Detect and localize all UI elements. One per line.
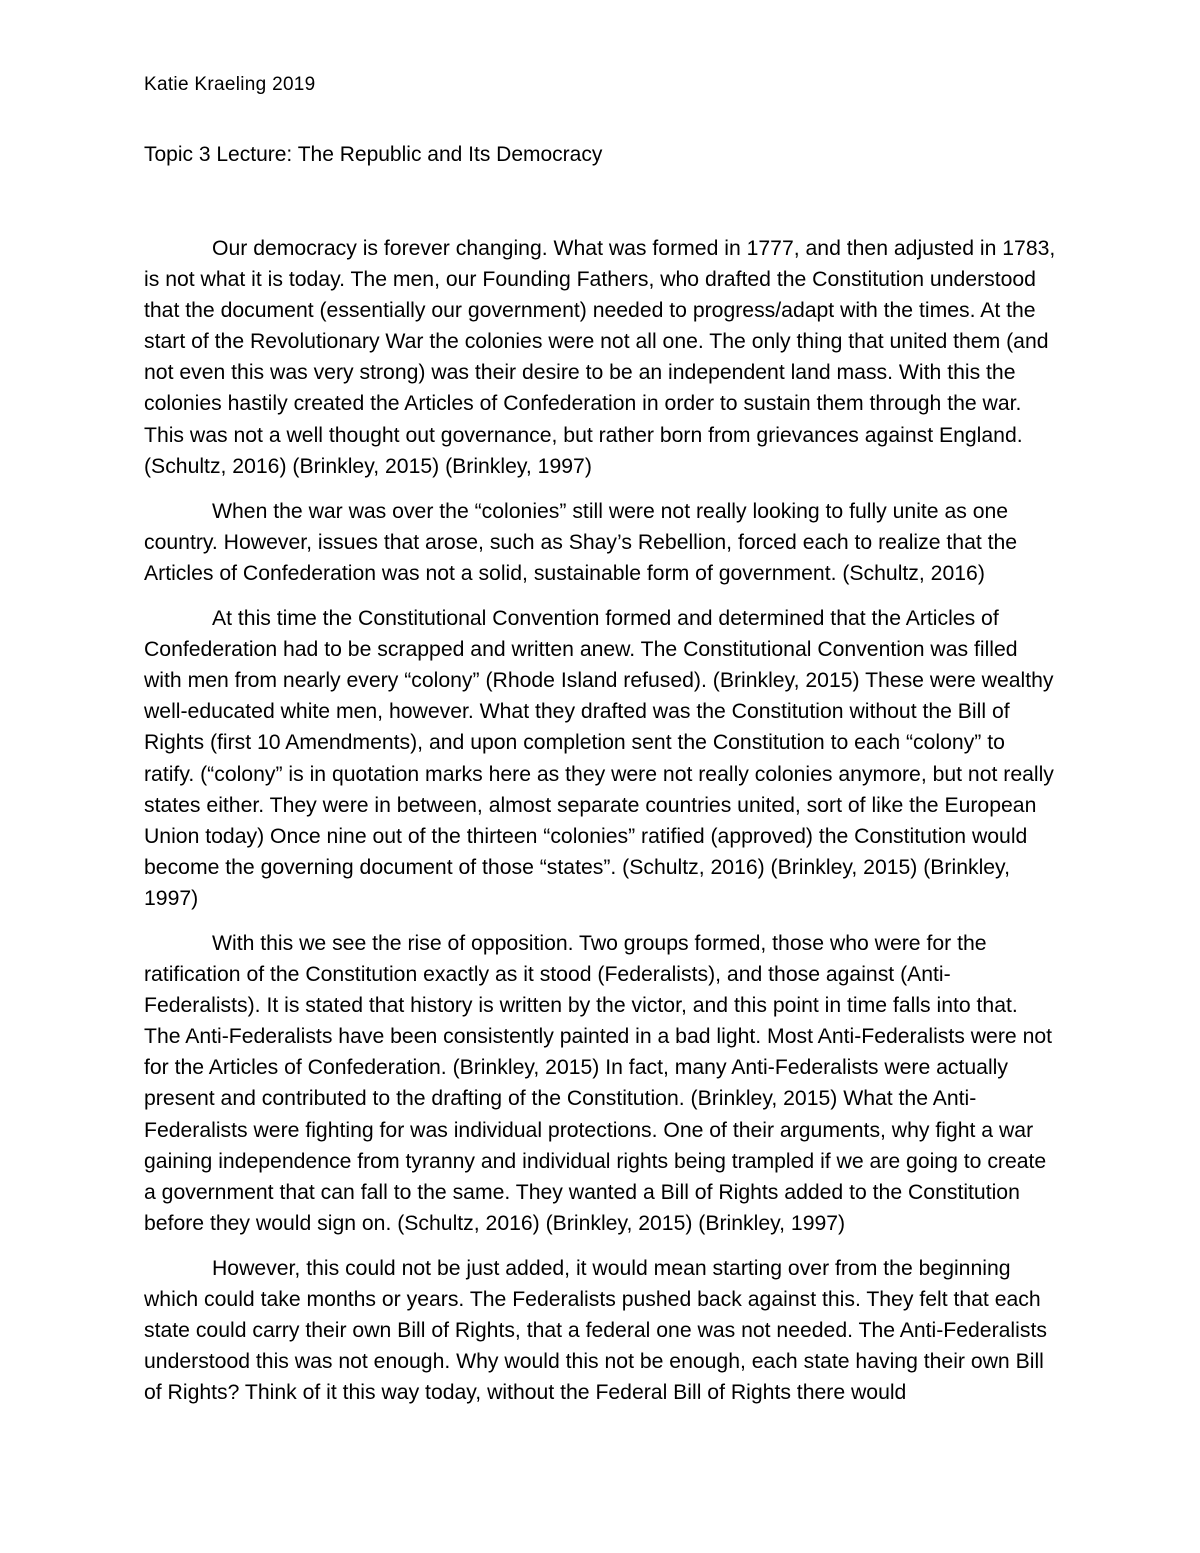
paragraph-1: Our democracy is forever changing. What was formed in 1777, and then adjusted in 1783, is not what it is today. The men, our Founding Fathers, who drafted the Constitution understood that the document (essentially our government) needed to progress/adapt with the times. At the start of the Revolutionary War the colonies were not all one. The only thing that united them (and not even this was very strong) was their desire to be an independent land mass. With this the colonies hastily created the Articles of Confederation in order to sustain them through the war. This was not a well thought out governance, but rather born from grievances against England. (Schultz, 2016) (Brinkley, 2015) (Brinkley, 1997) [144,237,1056,478]
paragraph-3: At this time the Constitutional Convention formed and determined that the Articles of Confederation had to be scrapped and written anew. The Constitutional Convention was filled with men from nearly every “colony” (Rhode Island refused). (Brinkley, 2015) These were wealthy well-educated white men, however. What they drafted was the Constitution without the Bill of Rights (first 10 Amendments), and upon completion sent the Constitution to each “colony” to ratify. (“colony” is in quotation marks here as they were not really colonies anymore, but not really states either. They were in between, almost separate countries united, sort of like the European Union today) Once nine out of the thirteen “colonies” ratified (approved) the Constitution would become the governing document of those “states”. (Schultz, 2016) (Brinkley, 2015) (Brinkley, 1997) [144,607,1054,910]
document-title: Topic 3 Lecture: The Republic and Its Democracy [144,143,603,166]
paragraph-5: However, this could not be just added, it would mean starting over from the beginning which could take months or years. The Federalists pushed back against this. They felt that each state could carry their own Bill of Rights, that a federal one was not needed. The Anti-Federalists understood this was not enough. Why would this not be enough, each state having their own Bill of Rights? Think of it this way today, without the Federal Bill of Rights there would [144,1256,1047,1405]
paragraph-2: When the war was over the “colonies” still were not really looking to fully unite as one country. However, issues that arose, such as Shay’s Rebellion, forced each to realize that the Articles of Confederation was not a solid, sustainable form of government. (Schultz, 2016) [144,499,1018,585]
document-body [144,233,1056,1422]
paragraph-4: With this we see the rise of opposition. Two groups formed, those who were for the ratification of the Constitution exactly as it stood (Federalists), and those against (Anti-Federalists). It is stated that history is written by the victor, and this point in time falls into that. The Anti-Federalists have been consistently painted in a bad light. Most Anti-Federalists were not for the Articles of Confederation. (Brinkley, 2015) In fact, many Anti-Federalists were actually present and contributed to the drafting of the Constitution. (Brinkley, 2015) What the Anti-Federalists were fighting for was individual protections. One of their arguments, why fight a war gaining independence from tyranny and individual rights being trampled if we are going to create a government that can fall to the same. They wanted a Bill of Rights added to the Constitution before they would sign on. (Schultz, 2016) (Brinkley, 2015) (Brinkley, 1997) [144,931,1053,1235]
author-header: Katie Kraeling 2019 [144,74,316,95]
